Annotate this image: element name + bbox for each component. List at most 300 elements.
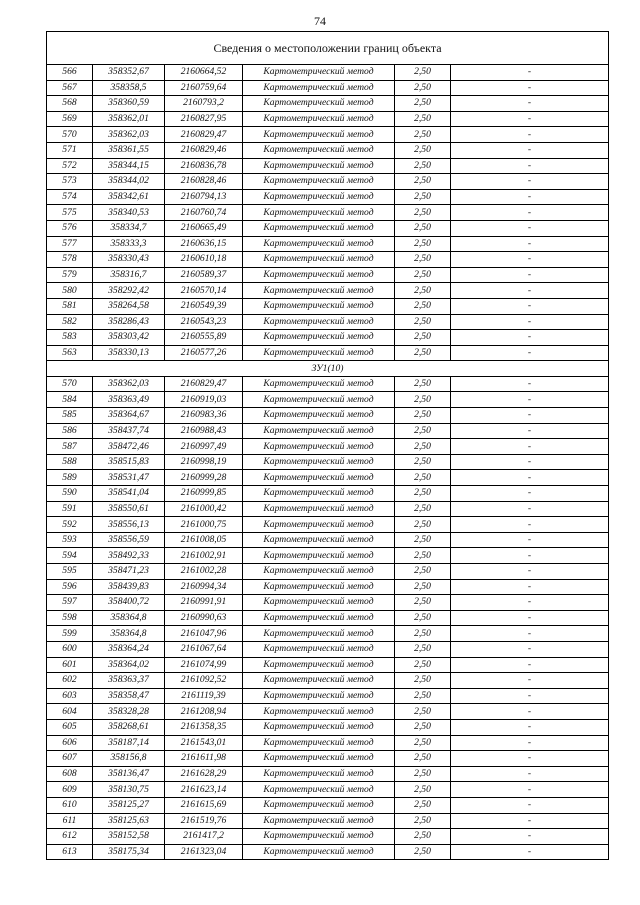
description-cell: -: [451, 65, 609, 81]
x-coordinate-cell: 358471,23: [93, 564, 165, 580]
accuracy-cell: 2,50: [395, 189, 451, 205]
method-cell: Картометрический метод: [243, 657, 395, 673]
point-number-cell: 572: [47, 158, 93, 174]
x-coordinate-cell: 358136,47: [93, 766, 165, 782]
point-number-cell: 584: [47, 392, 93, 408]
boundary-table: [46, 31, 609, 860]
description-cell: -: [451, 626, 609, 642]
y-coordinate-cell: 2160999,85: [165, 486, 243, 502]
method-cell: Картометрический метод: [243, 174, 395, 190]
y-coordinate-cell: 2160988,43: [165, 423, 243, 439]
table-row: [47, 236, 609, 252]
x-coordinate-cell: 358531,47: [93, 470, 165, 486]
table-row: [47, 252, 609, 268]
accuracy-cell: 2,50: [395, 657, 451, 673]
method-cell: Картометрический метод: [243, 127, 395, 143]
accuracy-cell: 2,50: [395, 345, 451, 361]
y-coordinate-cell: 2161047,96: [165, 626, 243, 642]
y-coordinate-cell: 2161611,98: [165, 751, 243, 767]
x-coordinate-cell: 358328,28: [93, 704, 165, 720]
description-cell: -: [451, 797, 609, 813]
x-coordinate-cell: 358362,03: [93, 127, 165, 143]
table-body: [47, 65, 609, 860]
y-coordinate-cell: 2161074,99: [165, 657, 243, 673]
point-number-cell: 567: [47, 80, 93, 96]
table-row: [47, 626, 609, 642]
point-number-cell: 571: [47, 142, 93, 158]
table-row: [47, 408, 609, 424]
description-cell: -: [451, 688, 609, 704]
description-cell: -: [451, 719, 609, 735]
point-number-cell: 602: [47, 673, 93, 689]
description-cell: -: [451, 829, 609, 845]
y-coordinate-cell: 2160828,46: [165, 174, 243, 190]
table-row: [47, 641, 609, 657]
x-coordinate-cell: 358363,49: [93, 392, 165, 408]
table-row: [47, 158, 609, 174]
table-row: [47, 267, 609, 283]
table-row: [47, 610, 609, 626]
table-row: [47, 564, 609, 580]
method-cell: Картометрический метод: [243, 236, 395, 252]
table-row: [47, 829, 609, 845]
accuracy-cell: 2,50: [395, 423, 451, 439]
description-cell: -: [451, 735, 609, 751]
y-coordinate-cell: 2161000,75: [165, 517, 243, 533]
description-cell: -: [451, 345, 609, 361]
x-coordinate-cell: 358333,3: [93, 236, 165, 252]
accuracy-cell: 2,50: [395, 439, 451, 455]
table-row: [47, 439, 609, 455]
y-coordinate-cell: 2161628,29: [165, 766, 243, 782]
accuracy-cell: 2,50: [395, 532, 451, 548]
method-cell: Картометрический метод: [243, 610, 395, 626]
accuracy-cell: 2,50: [395, 673, 451, 689]
method-cell: Картометрический метод: [243, 408, 395, 424]
method-cell: Картометрический метод: [243, 392, 395, 408]
method-cell: Картометрический метод: [243, 548, 395, 564]
y-coordinate-cell: 2161000,42: [165, 501, 243, 517]
table-row: [47, 813, 609, 829]
description-cell: -: [451, 532, 609, 548]
y-coordinate-cell: 2161615,69: [165, 797, 243, 813]
table-row: [47, 548, 609, 564]
accuracy-cell: 2,50: [395, 80, 451, 96]
y-coordinate-cell: 2161002,28: [165, 564, 243, 580]
y-coordinate-cell: 2160759,64: [165, 80, 243, 96]
accuracy-cell: 2,50: [395, 719, 451, 735]
description-cell: -: [451, 501, 609, 517]
table-row: [47, 314, 609, 330]
x-coordinate-cell: 358303,42: [93, 330, 165, 346]
method-cell: Картометрический метод: [243, 844, 395, 860]
table-row: [47, 283, 609, 299]
description-cell: -: [451, 392, 609, 408]
table-row: [47, 174, 609, 190]
table-row: [47, 189, 609, 205]
method-cell: Картометрический метод: [243, 189, 395, 205]
y-coordinate-cell: 2160570,14: [165, 283, 243, 299]
table-row: [47, 486, 609, 502]
y-coordinate-cell: 2160543,23: [165, 314, 243, 330]
method-cell: Картометрический метод: [243, 532, 395, 548]
accuracy-cell: 2,50: [395, 626, 451, 642]
y-coordinate-cell: 2160577,26: [165, 345, 243, 361]
table-row: [47, 142, 609, 158]
table-row: [47, 517, 609, 533]
table-title: Сведения о местоположении границ объекта: [47, 32, 609, 65]
accuracy-cell: 2,50: [395, 813, 451, 829]
point-number-cell: 613: [47, 844, 93, 860]
point-number-cell: 590: [47, 486, 93, 502]
point-number-cell: 583: [47, 330, 93, 346]
table-row: [47, 797, 609, 813]
point-number-cell: 603: [47, 688, 93, 704]
table-row: [47, 673, 609, 689]
accuracy-cell: 2,50: [395, 610, 451, 626]
accuracy-cell: 2,50: [395, 236, 451, 252]
accuracy-cell: 2,50: [395, 688, 451, 704]
boundary-table-sheet: [46, 31, 608, 860]
y-coordinate-cell: 2160555,89: [165, 330, 243, 346]
y-coordinate-cell: 2160636,15: [165, 236, 243, 252]
accuracy-cell: 2,50: [395, 283, 451, 299]
x-coordinate-cell: 358156,8: [93, 751, 165, 767]
y-coordinate-cell: 2160983,36: [165, 408, 243, 424]
y-coordinate-cell: 2160829,47: [165, 376, 243, 392]
method-cell: Картометрический метод: [243, 735, 395, 751]
accuracy-cell: 2,50: [395, 267, 451, 283]
accuracy-cell: 2,50: [395, 564, 451, 580]
method-cell: Картометрический метод: [243, 314, 395, 330]
point-number-cell: 599: [47, 626, 93, 642]
method-cell: Картометрический метод: [243, 267, 395, 283]
description-cell: -: [451, 439, 609, 455]
description-cell: -: [451, 813, 609, 829]
accuracy-cell: 2,50: [395, 111, 451, 127]
table-row: [47, 766, 609, 782]
x-coordinate-cell: 358344,15: [93, 158, 165, 174]
point-number-cell: 609: [47, 782, 93, 798]
method-cell: Картометрический метод: [243, 330, 395, 346]
table-row: [47, 111, 609, 127]
accuracy-cell: 2,50: [395, 392, 451, 408]
table-row: [47, 376, 609, 392]
y-coordinate-cell: 2160999,28: [165, 470, 243, 486]
x-coordinate-cell: 358342,61: [93, 189, 165, 205]
method-cell: Картометрический метод: [243, 751, 395, 767]
point-number-cell: 605: [47, 719, 93, 735]
x-coordinate-cell: 358472,46: [93, 439, 165, 455]
y-coordinate-cell: 2160829,46: [165, 142, 243, 158]
x-coordinate-cell: 358125,63: [93, 813, 165, 829]
x-coordinate-cell: 358400,72: [93, 595, 165, 611]
description-cell: -: [451, 751, 609, 767]
accuracy-cell: 2,50: [395, 298, 451, 314]
description-cell: -: [451, 158, 609, 174]
accuracy-cell: 2,50: [395, 782, 451, 798]
description-cell: -: [451, 408, 609, 424]
x-coordinate-cell: 358334,7: [93, 220, 165, 236]
x-coordinate-cell: 358187,14: [93, 735, 165, 751]
point-number-cell: 588: [47, 454, 93, 470]
method-cell: Картометрический метод: [243, 298, 395, 314]
table-row: [47, 501, 609, 517]
accuracy-cell: 2,50: [395, 127, 451, 143]
point-number-cell: 604: [47, 704, 93, 720]
table-row: [47, 127, 609, 143]
table-row: [47, 470, 609, 486]
description-cell: -: [451, 423, 609, 439]
method-cell: Картометрический метод: [243, 220, 395, 236]
point-number-cell: 570: [47, 127, 93, 143]
x-coordinate-cell: 358492,33: [93, 548, 165, 564]
table-row: [47, 345, 609, 361]
x-coordinate-cell: 358352,67: [93, 65, 165, 81]
y-coordinate-cell: 2160829,47: [165, 127, 243, 143]
y-coordinate-cell: 2161002,91: [165, 548, 243, 564]
description-cell: -: [451, 673, 609, 689]
method-cell: Картометрический метод: [243, 345, 395, 361]
x-coordinate-cell: 358330,13: [93, 345, 165, 361]
point-number-cell: 606: [47, 735, 93, 751]
point-number-cell: 591: [47, 501, 93, 517]
point-number-cell: 607: [47, 751, 93, 767]
method-cell: Картометрический метод: [243, 641, 395, 657]
table-row: [47, 782, 609, 798]
accuracy-cell: 2,50: [395, 579, 451, 595]
table-row: [47, 65, 609, 81]
table-row: [47, 330, 609, 346]
x-coordinate-cell: 358292,42: [93, 283, 165, 299]
x-coordinate-cell: 358515,83: [93, 454, 165, 470]
y-coordinate-cell: 2161543,01: [165, 735, 243, 751]
x-coordinate-cell: 358556,13: [93, 517, 165, 533]
accuracy-cell: 2,50: [395, 174, 451, 190]
accuracy-cell: 2,50: [395, 735, 451, 751]
x-coordinate-cell: 358125,27: [93, 797, 165, 813]
point-number-cell: 589: [47, 470, 93, 486]
y-coordinate-cell: 2160827,95: [165, 111, 243, 127]
point-number-cell: 566: [47, 65, 93, 81]
method-cell: Картометрический метод: [243, 688, 395, 704]
accuracy-cell: 2,50: [395, 454, 451, 470]
y-coordinate-cell: 2160997,49: [165, 439, 243, 455]
method-cell: Картометрический метод: [243, 829, 395, 845]
x-coordinate-cell: 358316,7: [93, 267, 165, 283]
y-coordinate-cell: 2160549,39: [165, 298, 243, 314]
y-coordinate-cell: 2160589,37: [165, 267, 243, 283]
y-coordinate-cell: 2160836,78: [165, 158, 243, 174]
description-cell: -: [451, 330, 609, 346]
x-coordinate-cell: 358541,04: [93, 486, 165, 502]
x-coordinate-cell: 358344,02: [93, 174, 165, 190]
method-cell: Картометрический метод: [243, 501, 395, 517]
description-cell: -: [451, 579, 609, 595]
point-number-cell: 582: [47, 314, 93, 330]
description-cell: -: [451, 376, 609, 392]
table-row: [47, 220, 609, 236]
x-coordinate-cell: 358364,67: [93, 408, 165, 424]
point-number-cell: 612: [47, 829, 93, 845]
point-number-cell: 594: [47, 548, 93, 564]
description-cell: -: [451, 486, 609, 502]
x-coordinate-cell: 358130,75: [93, 782, 165, 798]
description-cell: -: [451, 314, 609, 330]
y-coordinate-cell: 2161519,76: [165, 813, 243, 829]
table-row: [47, 735, 609, 751]
accuracy-cell: 2,50: [395, 548, 451, 564]
page-number: 74: [314, 14, 326, 28]
y-coordinate-cell: 2161323,04: [165, 844, 243, 860]
x-coordinate-cell: 358286,43: [93, 314, 165, 330]
point-number-cell: 586: [47, 423, 93, 439]
point-number-cell: 575: [47, 205, 93, 221]
description-cell: -: [451, 80, 609, 96]
x-coordinate-cell: 358152,58: [93, 829, 165, 845]
section-row: [47, 361, 609, 377]
table-row: [47, 423, 609, 439]
description-cell: -: [451, 454, 609, 470]
y-coordinate-cell: 2160990,63: [165, 610, 243, 626]
table-row: [47, 392, 609, 408]
method-cell: Картометрический метод: [243, 470, 395, 486]
description-cell: -: [451, 595, 609, 611]
method-cell: Картометрический метод: [243, 797, 395, 813]
method-cell: Картометрический метод: [243, 719, 395, 735]
section-label: ЗУ1(10): [47, 361, 609, 377]
description-cell: -: [451, 564, 609, 580]
description-cell: -: [451, 844, 609, 860]
table-row: [47, 657, 609, 673]
point-number-cell: 577: [47, 236, 93, 252]
accuracy-cell: 2,50: [395, 376, 451, 392]
y-coordinate-cell: 2160794,13: [165, 189, 243, 205]
description-cell: -: [451, 205, 609, 221]
method-cell: Картометрический метод: [243, 579, 395, 595]
x-coordinate-cell: 358439,83: [93, 579, 165, 595]
description-cell: -: [451, 470, 609, 486]
method-cell: Картометрический метод: [243, 626, 395, 642]
description-cell: -: [451, 174, 609, 190]
point-number-cell: 581: [47, 298, 93, 314]
y-coordinate-cell: 2161417,2: [165, 829, 243, 845]
point-number-cell: 608: [47, 766, 93, 782]
point-number-cell: 595: [47, 564, 93, 580]
table-row: [47, 298, 609, 314]
accuracy-cell: 2,50: [395, 470, 451, 486]
method-cell: Картометрический метод: [243, 766, 395, 782]
point-number-cell: 570: [47, 376, 93, 392]
accuracy-cell: 2,50: [395, 844, 451, 860]
description-cell: -: [451, 704, 609, 720]
point-number-cell: 574: [47, 189, 93, 205]
accuracy-cell: 2,50: [395, 408, 451, 424]
method-cell: Картометрический метод: [243, 423, 395, 439]
table-row: [47, 719, 609, 735]
point-number-cell: 601: [47, 657, 93, 673]
x-coordinate-cell: 358364,24: [93, 641, 165, 657]
accuracy-cell: 2,50: [395, 595, 451, 611]
method-cell: Картометрический метод: [243, 782, 395, 798]
method-cell: Картометрический метод: [243, 439, 395, 455]
description-cell: -: [451, 96, 609, 112]
y-coordinate-cell: 2161358,35: [165, 719, 243, 735]
accuracy-cell: 2,50: [395, 96, 451, 112]
x-coordinate-cell: 358362,03: [93, 376, 165, 392]
y-coordinate-cell: 2160664,52: [165, 65, 243, 81]
table-row: [47, 205, 609, 221]
description-cell: -: [451, 236, 609, 252]
method-cell: Картометрический метод: [243, 283, 395, 299]
y-coordinate-cell: 2161119,39: [165, 688, 243, 704]
table-row: [47, 595, 609, 611]
x-coordinate-cell: 358268,61: [93, 719, 165, 735]
description-cell: -: [451, 657, 609, 673]
method-cell: Картометрический метод: [243, 454, 395, 470]
table-row: [47, 80, 609, 96]
point-number-cell: 585: [47, 408, 93, 424]
y-coordinate-cell: 2160665,49: [165, 220, 243, 236]
y-coordinate-cell: 2160610,18: [165, 252, 243, 268]
y-coordinate-cell: 2161008,05: [165, 532, 243, 548]
description-cell: -: [451, 641, 609, 657]
accuracy-cell: 2,50: [395, 501, 451, 517]
y-coordinate-cell: 2160991,91: [165, 595, 243, 611]
method-cell: Картометрический метод: [243, 595, 395, 611]
x-coordinate-cell: 358437,74: [93, 423, 165, 439]
table-row: [47, 704, 609, 720]
table-row: [47, 96, 609, 112]
method-cell: Картометрический метод: [243, 158, 395, 174]
method-cell: Картометрический метод: [243, 704, 395, 720]
description-cell: -: [451, 111, 609, 127]
accuracy-cell: 2,50: [395, 486, 451, 502]
point-number-cell: 563: [47, 345, 93, 361]
accuracy-cell: 2,50: [395, 142, 451, 158]
description-cell: -: [451, 782, 609, 798]
method-cell: Картометрический метод: [243, 564, 395, 580]
x-coordinate-cell: 358360,59: [93, 96, 165, 112]
x-coordinate-cell: 358550,61: [93, 501, 165, 517]
method-cell: Картометрический метод: [243, 96, 395, 112]
method-cell: Картометрический метод: [243, 80, 395, 96]
accuracy-cell: 2,50: [395, 704, 451, 720]
method-cell: Картометрический метод: [243, 486, 395, 502]
table-row: [47, 688, 609, 704]
table-header-row: [47, 32, 609, 65]
description-cell: -: [451, 220, 609, 236]
x-coordinate-cell: 358361,55: [93, 142, 165, 158]
accuracy-cell: 2,50: [395, 252, 451, 268]
accuracy-cell: 2,50: [395, 641, 451, 657]
method-cell: Картометрический метод: [243, 673, 395, 689]
point-number-cell: 598: [47, 610, 93, 626]
point-number-cell: 569: [47, 111, 93, 127]
description-cell: -: [451, 298, 609, 314]
table-row: [47, 579, 609, 595]
accuracy-cell: 2,50: [395, 205, 451, 221]
description-cell: -: [451, 252, 609, 268]
y-coordinate-cell: 2161092,52: [165, 673, 243, 689]
table-row: [47, 532, 609, 548]
method-cell: Картометрический метод: [243, 142, 395, 158]
x-coordinate-cell: 358340,53: [93, 205, 165, 221]
accuracy-cell: 2,50: [395, 797, 451, 813]
point-number-cell: 593: [47, 532, 93, 548]
method-cell: Картометрический метод: [243, 376, 395, 392]
accuracy-cell: 2,50: [395, 220, 451, 236]
